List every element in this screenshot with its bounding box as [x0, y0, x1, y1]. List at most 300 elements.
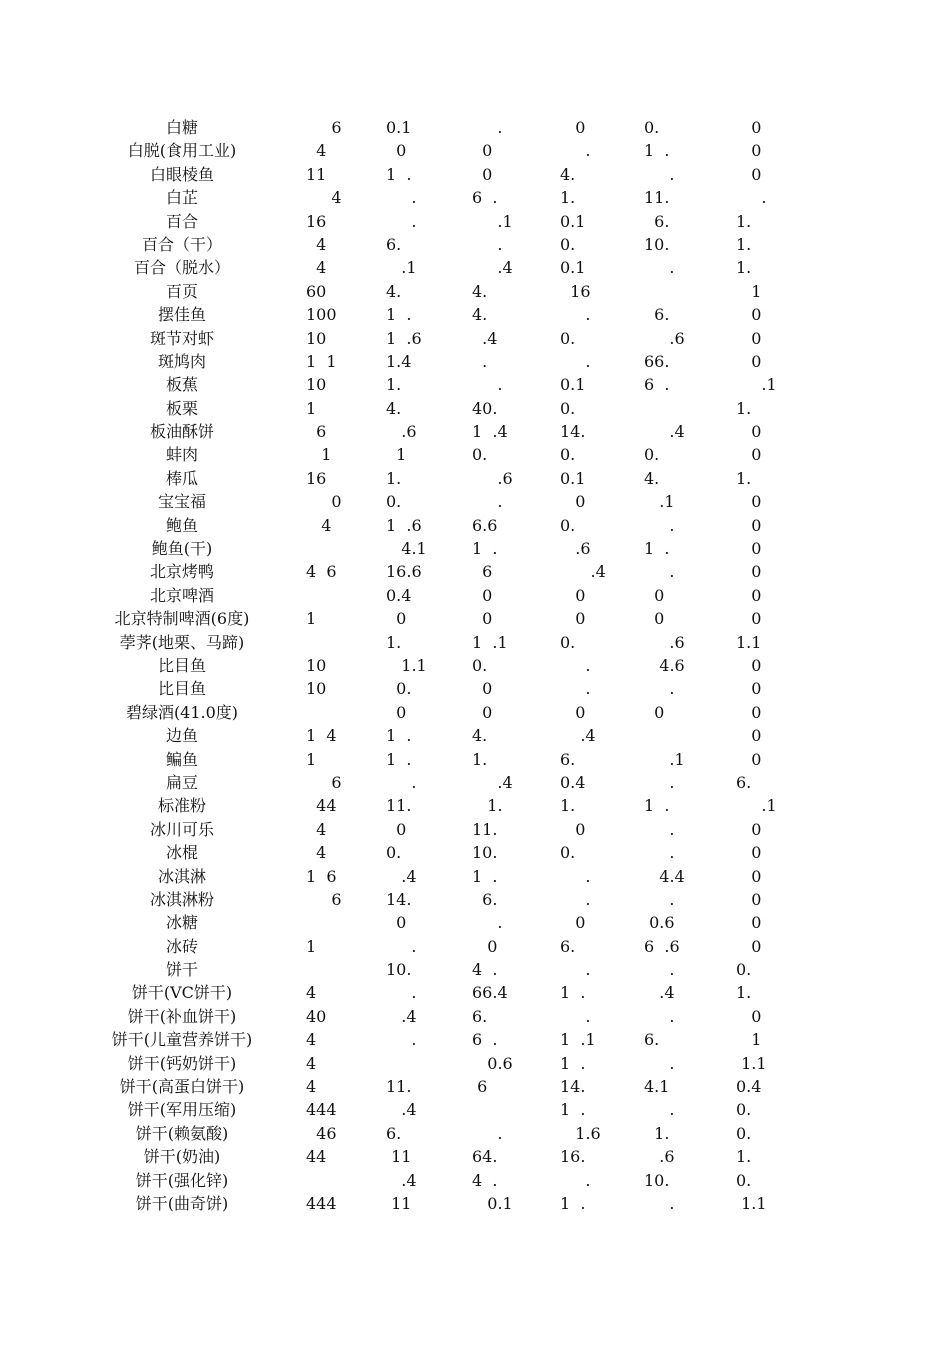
value-cell-col2: 0.: [386, 492, 402, 512]
value-cell-col6: 0: [736, 492, 762, 512]
value-cell-col2: .4: [386, 1100, 417, 1120]
food-name-cell: 棒瓜: [165, 468, 198, 488]
value-cell-col2: 14.: [386, 889, 412, 909]
value-cell-col6: 0: [736, 164, 762, 184]
value-cell-col6: 0: [736, 445, 762, 465]
value-cell-col4: 0.: [560, 515, 576, 535]
value-cell-col4: 0: [560, 702, 586, 722]
table-row: [0, 724, 950, 747]
value-cell-col5: 0: [644, 702, 665, 722]
value-cell-col1: 1: [306, 936, 317, 956]
value-cell-col6: 0.4: [736, 1077, 762, 1097]
value-cell-col1: 16: [306, 468, 327, 488]
food-name-cell: 饼干(VC饼干): [131, 983, 233, 1003]
food-name-cell: 冰砖: [165, 936, 198, 956]
value-cell-col2: 4.: [386, 281, 402, 301]
table-row: [0, 1098, 950, 1121]
value-cell-col5: 1 .: [644, 141, 670, 161]
value-cell-col3: .: [472, 118, 503, 137]
value-cell-col5: 6 .6: [644, 936, 680, 956]
value-cell-col1: 4: [306, 188, 342, 208]
value-cell-col3: 0.6: [472, 1053, 513, 1073]
value-cell-col2: .: [386, 983, 417, 1003]
value-cell-col4: 16: [560, 281, 591, 301]
value-cell-col3: 6: [472, 1077, 488, 1097]
table-row: [0, 677, 950, 700]
table-row: [0, 1169, 950, 1192]
value-cell-col1: [306, 1169, 386, 1192]
value-cell-col5: .1: [644, 749, 685, 769]
table-row: [0, 1192, 950, 1215]
value-cell-col1: 4: [306, 1077, 317, 1097]
value-cell-col1: 60: [306, 281, 327, 301]
value-cell-col2: 0: [386, 819, 407, 839]
value-cell-col6: 0: [736, 141, 762, 161]
value-cell-col2: 1 .: [386, 749, 412, 769]
value-cell-col4: 0: [560, 118, 586, 137]
value-cell-col4: 1.6: [560, 1123, 601, 1143]
food-name-cell: 饼干(赖氨酸): [135, 1123, 229, 1143]
value-cell-col1: 4: [306, 258, 327, 278]
value-cell-col1: 4: [306, 141, 327, 161]
table-row: [0, 654, 950, 677]
value-cell-col4: 0: [560, 609, 586, 629]
value-cell-col6: 0: [736, 889, 762, 909]
value-cell-col6: 0: [736, 609, 762, 629]
value-cell-col6: 0: [736, 749, 762, 769]
table-row: [0, 397, 950, 420]
value-cell-col4: .: [560, 351, 591, 371]
value-cell-col5: [644, 280, 736, 303]
value-cell-col6: 0: [736, 655, 762, 675]
table-row: [0, 443, 950, 466]
value-cell-col6: 0.: [736, 960, 752, 980]
value-cell-col5: 0: [644, 609, 665, 629]
value-cell-col6: 0: [736, 913, 762, 933]
table-row: [0, 584, 950, 607]
value-cell-col1: 4 6: [306, 562, 337, 582]
value-cell-col2: .1: [386, 258, 417, 278]
value-cell-col6: 0: [736, 515, 762, 535]
value-cell-col5: .: [644, 1006, 675, 1026]
value-cell-col4: .: [560, 1170, 591, 1190]
value-cell-col3: 4.: [472, 726, 488, 746]
value-cell-col5: .4: [644, 422, 685, 442]
value-cell-col2: 16.6: [386, 562, 422, 582]
value-cell-col2: 1: [386, 445, 407, 465]
value-cell-col1: 11: [306, 164, 327, 184]
table-row: [0, 1122, 950, 1145]
value-cell-col5: .6: [644, 1147, 675, 1167]
value-cell-col3: 6.: [472, 1006, 488, 1026]
table-row: [0, 116, 950, 139]
food-name-cell: 比目鱼: [157, 655, 206, 675]
value-cell-col6: 0: [736, 562, 762, 582]
value-cell-col3: .: [472, 234, 503, 254]
value-cell-col6: .1: [736, 796, 777, 816]
food-name-cell: 冰糖: [165, 913, 198, 933]
value-cell-col5: .: [644, 819, 675, 839]
value-cell-col3: [472, 1098, 558, 1121]
value-cell-col1: [306, 537, 386, 560]
food-name-cell: 百页: [165, 281, 198, 301]
value-cell-col6: 1.: [736, 258, 752, 278]
table-row: [0, 373, 950, 396]
value-cell-col1: 10: [306, 679, 327, 699]
value-cell-col4: .: [560, 889, 591, 909]
value-cell-col2: 11: [386, 1147, 412, 1167]
value-cell-col1: 6: [306, 772, 342, 792]
value-cell-col6: 0: [736, 351, 762, 371]
table-row: [0, 256, 950, 279]
value-cell-col5: 10.: [644, 1170, 670, 1190]
food-name-cell: 斑节对虾: [149, 328, 214, 348]
value-cell-col5: [644, 397, 736, 420]
value-cell-col5: .6: [644, 328, 685, 348]
value-cell-col1: 6: [306, 422, 327, 442]
value-cell-col6: 1: [736, 1030, 762, 1050]
value-cell-col1: 4: [306, 983, 317, 1003]
value-cell-col2: 1.1: [386, 655, 427, 675]
value-cell-col3: 1.: [472, 796, 503, 816]
value-cell-col4: 0: [560, 913, 586, 933]
value-cell-col3: 64.: [472, 1147, 498, 1167]
food-name-cell: 边鱼: [165, 726, 198, 746]
value-cell-col6: 1.1: [736, 1193, 767, 1213]
value-cell-col4: 14.: [560, 1077, 586, 1097]
value-cell-col6: 0.: [736, 1123, 752, 1143]
food-name-cell: 冰淇淋: [157, 866, 206, 886]
value-cell-col1: 444: [306, 1193, 337, 1213]
value-cell-col3: 10.: [472, 843, 498, 863]
value-cell-col5: .: [644, 258, 675, 278]
value-cell-col4: 16.: [560, 1147, 586, 1167]
value-cell-col2: 11.: [386, 796, 412, 816]
value-cell-col1: [306, 701, 386, 724]
value-cell-col5: .: [644, 1100, 675, 1120]
value-cell-col1: 4: [306, 819, 327, 839]
table-row: [0, 537, 950, 560]
value-cell-col4: .: [560, 960, 591, 980]
table-row: [0, 186, 950, 209]
value-cell-col5: .: [644, 889, 675, 909]
value-cell-col5: .4: [644, 983, 675, 1003]
value-cell-col1: 10: [306, 375, 327, 395]
value-cell-col1: [306, 631, 386, 654]
food-name-cell: 白脱(食用工业): [127, 141, 237, 161]
food-name-cell: 板油酥饼: [149, 422, 214, 442]
food-name-cell: 饼干: [165, 960, 198, 980]
table-row: [0, 981, 950, 1004]
value-cell-col2: .4: [386, 1006, 417, 1026]
value-cell-col2: 6.: [386, 1123, 402, 1143]
value-cell-col5: .: [644, 1193, 675, 1213]
value-cell-col2: 11: [386, 1193, 412, 1213]
table-row: [0, 888, 950, 911]
value-cell-col3: 1 .1: [472, 632, 508, 652]
value-cell-col4: .: [560, 1006, 591, 1026]
table-row: [0, 607, 950, 630]
table-row: [0, 350, 950, 373]
value-cell-col5: .: [644, 1053, 675, 1073]
value-cell-col5: .: [644, 772, 675, 792]
value-cell-col5: 4.6: [644, 655, 685, 675]
value-cell-col6: 1.: [736, 1147, 752, 1167]
value-cell-col3: 0: [472, 141, 493, 161]
value-cell-col5: [644, 724, 736, 747]
value-cell-col4: .6: [560, 539, 591, 559]
value-cell-col1: 0: [306, 492, 342, 512]
value-cell-col2: .: [386, 211, 417, 231]
value-cell-col3: 0.1: [472, 1193, 513, 1213]
food-name-cell: 鲍鱼(干): [151, 539, 213, 559]
table-row: [0, 139, 950, 162]
value-cell-col2: [386, 1052, 472, 1075]
value-cell-col6: 1.: [736, 234, 752, 254]
value-cell-col3: .: [472, 351, 488, 371]
value-cell-col4: .4: [560, 562, 606, 582]
value-cell-col5: .6: [644, 632, 685, 652]
food-name-cell: 北京特制啤酒(6度): [114, 609, 250, 629]
value-cell-col3: .4: [472, 328, 498, 348]
value-cell-col1: 16: [306, 211, 327, 231]
nutrition-table: [0, 116, 950, 1215]
value-cell-col4: 1 .: [560, 1100, 586, 1120]
value-cell-col4: 14.: [560, 422, 586, 442]
food-name-cell: 板栗: [165, 398, 198, 418]
value-cell-col2: .4: [386, 866, 417, 886]
value-cell-col2: 0.1: [386, 118, 412, 137]
value-cell-col3: 0: [472, 702, 493, 722]
table-row: [0, 771, 950, 794]
food-name-cell: 百合（脱水）: [133, 258, 230, 278]
value-cell-col5: 4.4: [644, 866, 685, 886]
value-cell-col3: .6: [472, 468, 513, 488]
value-cell-col2: 0: [386, 913, 407, 933]
value-cell-col4: 0.: [560, 234, 576, 254]
value-cell-col4: .4: [560, 726, 596, 746]
value-cell-col2: 1.: [386, 375, 402, 395]
value-cell-col3: 4 .: [472, 1170, 498, 1190]
value-cell-col6: 0: [736, 843, 762, 863]
value-cell-col5: 6.: [644, 305, 670, 325]
value-cell-col1: 40: [306, 1006, 327, 1026]
value-cell-col3: 0.: [472, 445, 488, 465]
value-cell-col3: 4 .: [472, 960, 498, 980]
value-cell-col4: 0.: [560, 445, 576, 465]
value-cell-col2: 1 .6: [386, 328, 422, 348]
value-cell-col6: 6.: [736, 772, 752, 792]
food-name-cell: 饼干(儿童营养饼干): [111, 1030, 253, 1050]
value-cell-col5: 6.: [644, 211, 670, 231]
value-cell-col2: 1.4: [386, 351, 412, 371]
table-row: [0, 233, 950, 256]
food-name-cell: 白糖: [165, 118, 198, 137]
value-cell-col6: 0: [736, 679, 762, 699]
value-cell-col6: 1.: [736, 398, 752, 418]
value-cell-col3: 1 .: [472, 866, 498, 886]
value-cell-col2: 0: [386, 702, 407, 722]
value-cell-col3: 1 .: [472, 539, 498, 559]
value-cell-col3: .4: [472, 772, 513, 792]
food-name-cell: 百合（干）: [141, 234, 222, 254]
table-row: [0, 560, 950, 583]
value-cell-col6: 0: [736, 118, 762, 137]
value-cell-col3: .1: [472, 211, 513, 231]
value-cell-col3: 40.: [472, 398, 498, 418]
value-cell-col2: .: [386, 772, 417, 792]
value-cell-col1: 1 6: [306, 866, 337, 886]
value-cell-col1: 6: [306, 889, 342, 909]
food-name-cell: 饼干(补血饼干): [127, 1006, 237, 1026]
value-cell-col3: 11.: [472, 819, 498, 839]
value-cell-col2: 1 .: [386, 164, 412, 184]
table-row: [0, 490, 950, 513]
food-name-cell: 蚌肉: [165, 445, 198, 465]
value-cell-col2: 11.: [386, 1077, 412, 1097]
value-cell-col5: 66.: [644, 351, 670, 371]
value-cell-col6: 0: [736, 1006, 762, 1026]
value-cell-col3: 6.: [472, 889, 498, 909]
food-name-cell: 饼干(军用压缩): [127, 1100, 237, 1120]
value-cell-col3: .: [472, 1123, 503, 1143]
value-cell-col6: 1.: [736, 468, 752, 488]
value-cell-col2: 1 .6: [386, 515, 422, 535]
value-cell-col6: 0: [736, 866, 762, 886]
food-name-cell: 板蕉: [165, 375, 198, 395]
value-cell-col2: .4: [386, 1170, 417, 1190]
value-cell-col4: .: [560, 866, 591, 886]
value-cell-col1: 100: [306, 305, 337, 325]
food-name-cell: 饼干(曲奇饼): [135, 1193, 229, 1213]
value-cell-col4: 1 .1: [560, 1030, 596, 1050]
value-cell-col5: 0.: [644, 445, 660, 465]
value-cell-col2: 6.: [386, 234, 402, 254]
value-cell-col6: 0: [736, 936, 762, 956]
value-cell-col3: 66.4: [472, 983, 508, 1003]
value-cell-col3: .: [472, 375, 503, 395]
table-row: [0, 748, 950, 771]
value-cell-col6: 0: [736, 702, 762, 722]
value-cell-col6: 0: [736, 422, 762, 442]
value-cell-col3: 0: [472, 936, 498, 956]
value-cell-col3: 0: [472, 679, 493, 699]
value-cell-col6: .: [736, 188, 767, 208]
food-name-cell: 饼干(高蛋白饼干): [119, 1077, 245, 1097]
value-cell-col5: 6.: [644, 1030, 660, 1050]
value-cell-col3: 0: [472, 585, 493, 605]
value-cell-col6: 1.: [736, 211, 752, 231]
value-cell-col1: [306, 958, 386, 981]
value-cell-col5: .: [644, 960, 675, 980]
value-cell-col5: 4.1: [644, 1077, 670, 1097]
value-cell-col6: 1.: [736, 983, 752, 1003]
value-cell-col1: [306, 911, 386, 934]
food-name-cell: 标准粉: [157, 796, 206, 816]
table-row: [0, 1052, 950, 1075]
value-cell-col1: 1 4: [306, 726, 337, 746]
value-cell-col4: .: [560, 305, 591, 325]
value-cell-col6: 0: [736, 819, 762, 839]
value-cell-col1: 1: [306, 609, 317, 629]
food-name-cell: 饼干(奶油): [143, 1147, 221, 1167]
value-cell-col5: 10.: [644, 234, 670, 254]
value-cell-col6: 0: [736, 585, 762, 605]
food-name-cell: 冰棍: [165, 843, 198, 863]
food-name-cell: 宝宝福: [157, 492, 206, 512]
value-cell-col5: 0.6: [644, 913, 675, 933]
value-cell-col3: 1 .4: [472, 422, 508, 442]
value-cell-col2: .: [386, 1030, 417, 1050]
table-row: [0, 865, 950, 888]
value-cell-col1: 4: [306, 1030, 317, 1050]
value-cell-col6: 0.: [736, 1170, 752, 1190]
value-cell-col2: 1.: [386, 468, 402, 488]
value-cell-col6: 0: [736, 539, 762, 559]
value-cell-col4: 0: [560, 585, 586, 605]
value-cell-col3: .: [472, 492, 503, 512]
value-cell-col4: 0.4: [560, 772, 586, 792]
food-name-cell: 饼干(钙奶饼干): [127, 1053, 237, 1073]
table-row: [0, 1005, 950, 1028]
value-cell-col4: 0: [560, 819, 586, 839]
value-cell-col6: 1.1: [736, 1053, 767, 1073]
value-cell-col4: 6.: [560, 936, 576, 956]
table-row: [0, 935, 950, 958]
value-cell-col2: 1 .: [386, 726, 412, 746]
value-cell-col4: 0.: [560, 398, 576, 418]
value-cell-col5: 11.: [644, 188, 670, 208]
food-name-cell: 鲍鱼: [165, 515, 198, 535]
value-cell-col1: 4: [306, 515, 332, 535]
food-name-cell: 摆佳鱼: [157, 305, 206, 325]
value-cell-col5: 0: [644, 585, 665, 605]
value-cell-col2: 0: [386, 141, 407, 161]
value-cell-col5: .: [644, 515, 675, 535]
value-cell-col5: .: [644, 843, 675, 863]
table-row: [0, 514, 950, 537]
value-cell-col5: 0.: [644, 118, 660, 137]
value-cell-col1: [306, 584, 386, 607]
value-cell-col1: 1: [306, 398, 317, 418]
food-name-cell: 白眼棱鱼: [149, 164, 214, 184]
value-cell-col4: 0.1: [560, 258, 586, 278]
table-row: [0, 841, 950, 864]
value-cell-col5: .: [644, 164, 675, 184]
value-cell-col4: .: [560, 679, 591, 699]
table-row: [0, 1145, 950, 1168]
value-cell-col1: 6: [306, 118, 342, 137]
value-cell-col5: 4.: [644, 468, 660, 488]
value-cell-col3: 6 .: [472, 1030, 498, 1050]
value-cell-col1: 10: [306, 655, 327, 675]
value-cell-col2: .: [386, 936, 417, 956]
table-row: [0, 280, 950, 303]
value-cell-col5: .1: [644, 492, 675, 512]
value-cell-col3: 0.: [472, 655, 488, 675]
value-cell-col3: .4: [472, 258, 513, 278]
food-name-cell: 碧绿酒(41.0度): [125, 702, 239, 722]
value-cell-col3: 6: [472, 562, 493, 582]
value-cell-col3: 0: [472, 609, 493, 629]
food-name-cell: 北京啤酒: [149, 585, 214, 605]
value-cell-col1: 44: [306, 796, 337, 816]
value-cell-col4: 1.: [560, 188, 576, 208]
food-name-cell: 北京烤鸭: [149, 562, 214, 582]
food-name-cell: 鳊鱼: [165, 749, 198, 769]
value-cell-col4: .: [560, 141, 591, 161]
value-cell-col4: .: [560, 655, 591, 675]
